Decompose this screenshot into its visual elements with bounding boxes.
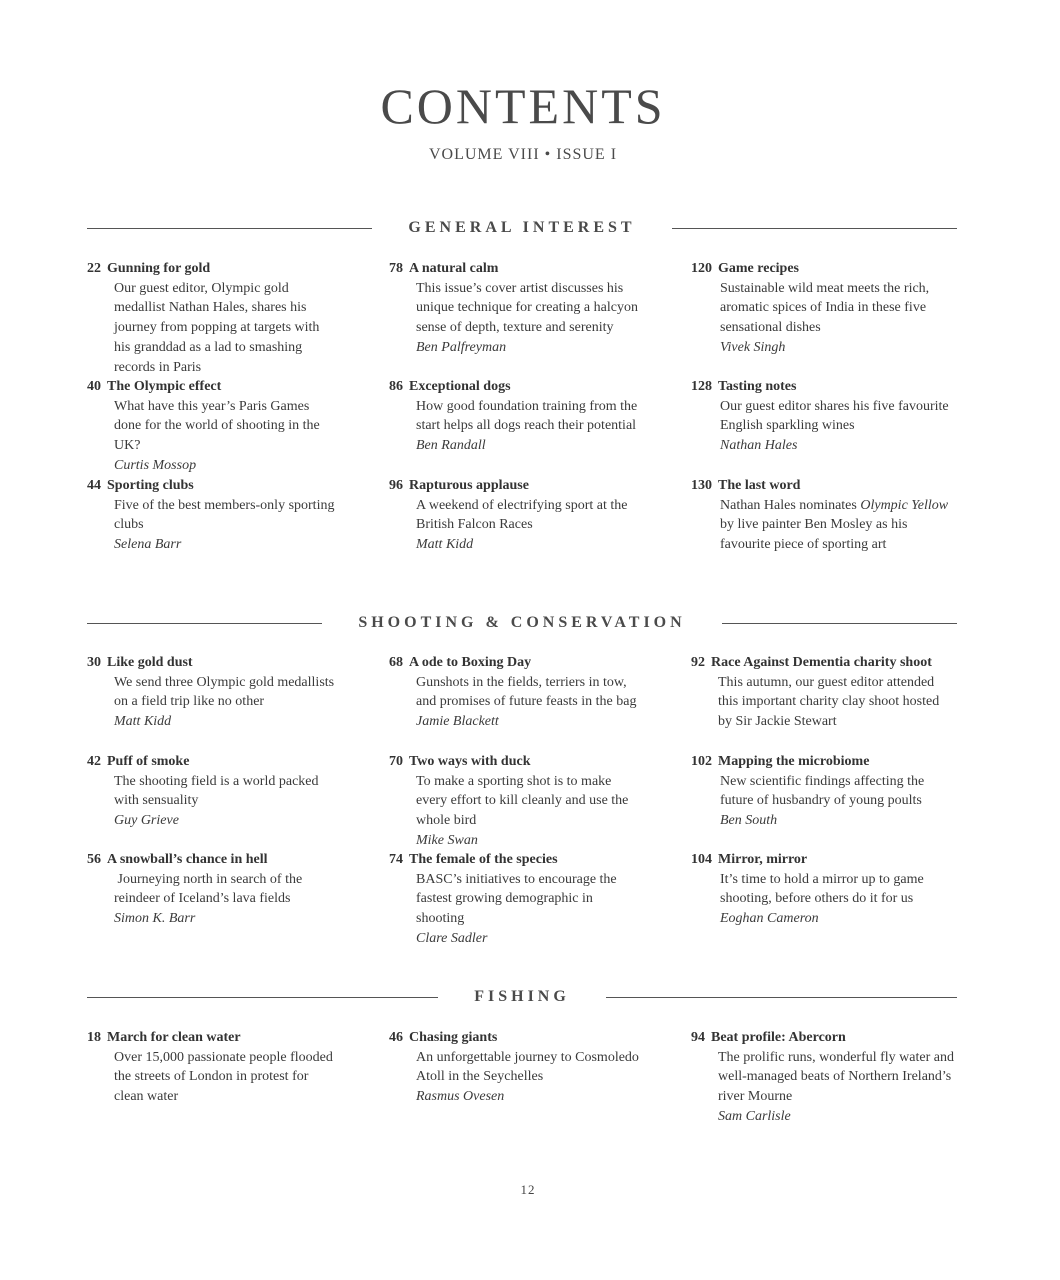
entry-title: Exceptional dogs — [409, 379, 511, 394]
entry-author: Selena Barr — [114, 537, 182, 553]
entry-description: A weekend of electrifying sport at the British Falcon Races — [416, 497, 628, 533]
entry-description: It’s time to hold a mirror up to game shooting, before others do it for us — [720, 871, 924, 907]
entry-author: Mike Swan — [416, 832, 478, 848]
entry-title: Like gold dust — [107, 655, 193, 670]
entry-description: Gunshots in the fields, terriers in tow, and promises of future feasts in the bag — [416, 674, 637, 710]
entry-page: 130 — [691, 478, 712, 493]
entry-author: Eoghan Cameron — [720, 911, 819, 927]
divider — [87, 623, 322, 624]
entry-description: Our guest editor shares his five favourite English sparkling wines — [720, 398, 949, 434]
entry-page: 96 — [389, 478, 403, 493]
entry-title: A ode to Boxing Day — [409, 655, 532, 670]
entry-description: The shooting field is a world packed with sensuality — [114, 773, 319, 809]
toc-entry[interactable] — [389, 377, 639, 456]
entry-page: 86 — [389, 379, 403, 394]
section-label: SHOOTING & CONSERVATION — [358, 614, 686, 631]
entry-description-text: by live painter Ben Mosley as his favourite piece of sporting art — [720, 517, 908, 553]
toc-entry[interactable] — [691, 850, 956, 929]
toc-entry[interactable] — [691, 1028, 956, 1127]
page-number: 12 — [520, 1182, 536, 1197]
entry-title: Puff of smoke — [107, 754, 190, 769]
entry-title: March for clean water — [107, 1030, 241, 1045]
toc-entry[interactable] — [389, 476, 639, 555]
toc-entry[interactable] — [389, 259, 639, 358]
entry-description: We send three Olympic gold medallists on a field trip like no other — [114, 674, 335, 710]
entry-description: Sustainable wild meat meets the rich, aromatic spices of India in these five sensational dishes — [720, 280, 930, 336]
entry-page: 30 — [87, 655, 101, 670]
section-header-general-interest — [87, 218, 957, 238]
entry-title: The last word — [718, 478, 801, 493]
entry-author: Guy Grieve — [114, 813, 179, 829]
entry-author: Clare Sadler — [416, 930, 488, 946]
toc-entry[interactable] — [389, 1028, 639, 1107]
entry-description: Journeying north in search of the reindeer of Iceland’s lava fields — [114, 871, 306, 907]
entry-author: Ben South — [720, 813, 778, 829]
entry-title: The Olympic effect — [107, 379, 222, 394]
divider — [87, 228, 372, 229]
entry-description: This issue’s cover artist discusses his unique technique for creating a halcyon sense of depth, texture and serenity — [416, 280, 638, 336]
entry-author: Matt Kidd — [416, 537, 474, 553]
entry-page: 78 — [389, 261, 403, 276]
entry-title: Chasing giants — [409, 1030, 498, 1045]
entry-description: Over 15,000 passionate people flooded the streets of London in protest for clean water — [114, 1049, 333, 1105]
entry-title: Race Against Dementia charity shoot — [711, 655, 932, 670]
entry-title: A natural calm — [409, 261, 499, 276]
toc-entry[interactable] — [87, 259, 337, 377]
entry-description — [720, 496, 956, 555]
entry-description: Five of the best members-only sporting clubs — [114, 497, 335, 533]
entry-page: 120 — [691, 261, 712, 276]
entry-page: 68 — [389, 655, 403, 670]
entry-author: Jamie Blackett — [416, 714, 499, 730]
entry-description: Our guest editor, Olympic gold medallist Nathan Hales, shares his journey from popping at targets with his granddad as a lad to smashing records in Paris — [114, 280, 320, 375]
entry-title: Mapping the microbiome — [718, 754, 870, 769]
divider — [672, 228, 957, 229]
entry-title: Rapturous applause — [409, 478, 529, 493]
entry-author: Vivek Singh — [720, 339, 786, 355]
toc-entry[interactable] — [691, 653, 956, 732]
section-label: GENERAL INTEREST — [408, 219, 636, 236]
entry-page: 56 — [87, 852, 101, 867]
divider — [722, 623, 957, 624]
entry-title: Beat profile: Abercorn — [711, 1030, 846, 1045]
entry-description: BASC’s initiatives to encourage the fastest growing demographic in shooting — [416, 871, 617, 927]
toc-entry[interactable] — [691, 377, 956, 456]
entry-author: Ben Palfreyman — [416, 339, 507, 355]
entry-description: The prolific runs, wonderful fly water and well-managed beats of Northern Ireland’s river Mourne — [718, 1049, 954, 1105]
issue-line: VOLUME VIII • ISSUE I — [428, 146, 618, 163]
entry-description: New scientific findings affecting the future of husbandry of young poults — [720, 773, 925, 809]
section-label: FISHING — [474, 988, 570, 1005]
entry-page: 42 — [87, 754, 101, 769]
entry-description: An unforgettable journey to Cosmoledo Atoll in the Seychelles — [416, 1049, 639, 1085]
artwork-title: Olympic Yellow — [860, 497, 949, 513]
entry-author: Ben Randall — [416, 438, 486, 454]
toc-entry[interactable] — [389, 752, 639, 851]
entry-description: To make a sporting shot is to make every effort to kill cleanly and use the whole bird — [416, 773, 629, 829]
entry-title: Two ways with duck — [409, 754, 531, 769]
entry-author: Nathan Hales — [720, 438, 798, 454]
entry-page: 104 — [691, 852, 712, 867]
entry-page: 92 — [691, 655, 705, 670]
toc-entry[interactable] — [691, 476, 956, 555]
entry-title: The female of the species — [409, 852, 558, 867]
entry-page: 74 — [389, 852, 403, 867]
entry-title: Game recipes — [718, 261, 799, 276]
toc-entry[interactable] — [389, 653, 639, 732]
toc-entry[interactable] — [87, 377, 337, 476]
entry-page: 22 — [87, 261, 101, 276]
entry-page: 102 — [691, 754, 712, 769]
entry-title: A snowball’s chance in hell — [107, 852, 268, 867]
entry-author: Curtis Mossop — [114, 457, 197, 473]
page-title: CONTENTS — [380, 78, 666, 134]
section-header-shooting-conservation — [87, 613, 957, 633]
toc-entry[interactable] — [389, 850, 639, 949]
entry-page: 18 — [87, 1030, 101, 1045]
entry-page: 94 — [691, 1030, 705, 1045]
entry-title: Mirror, mirror — [718, 852, 808, 867]
entry-page: 40 — [87, 379, 101, 394]
toc-entry[interactable] — [87, 653, 337, 732]
toc-entry[interactable] — [87, 850, 337, 929]
toc-entry[interactable] — [691, 259, 956, 358]
divider — [87, 997, 438, 998]
entry-author: Matt Kidd — [114, 714, 172, 730]
entry-description-text: Nathan Hales nominates — [720, 497, 861, 513]
toc-entry[interactable] — [691, 752, 956, 831]
toc-entry[interactable] — [87, 1028, 337, 1107]
entry-title: Sporting clubs — [107, 478, 194, 493]
entry-description: How good foundation training from the start helps all dogs reach their potential — [416, 398, 638, 434]
entry-page: 70 — [389, 754, 403, 769]
entry-page: 128 — [691, 379, 712, 394]
entry-page: 44 — [87, 478, 101, 493]
entry-title: Tasting notes — [718, 379, 797, 394]
entry-title: Gunning for gold — [107, 261, 211, 276]
entry-page: 46 — [389, 1030, 403, 1045]
entry-author: Simon K. Barr — [114, 911, 196, 927]
entry-description: What have this year’s Paris Games done for the world of shooting in the UK? — [114, 398, 320, 454]
section-header-fishing — [87, 987, 957, 1007]
entry-author: Sam Carlisle — [718, 1108, 791, 1124]
entry-author: Rasmus Ovesen — [416, 1089, 505, 1105]
divider — [606, 997, 957, 998]
toc-entry[interactable] — [87, 752, 337, 831]
toc-entry[interactable] — [87, 476, 337, 555]
entry-description: This autumn, our guest editor attended this important charity clay shoot hosted by Sir Jackie Stewart — [718, 674, 940, 730]
